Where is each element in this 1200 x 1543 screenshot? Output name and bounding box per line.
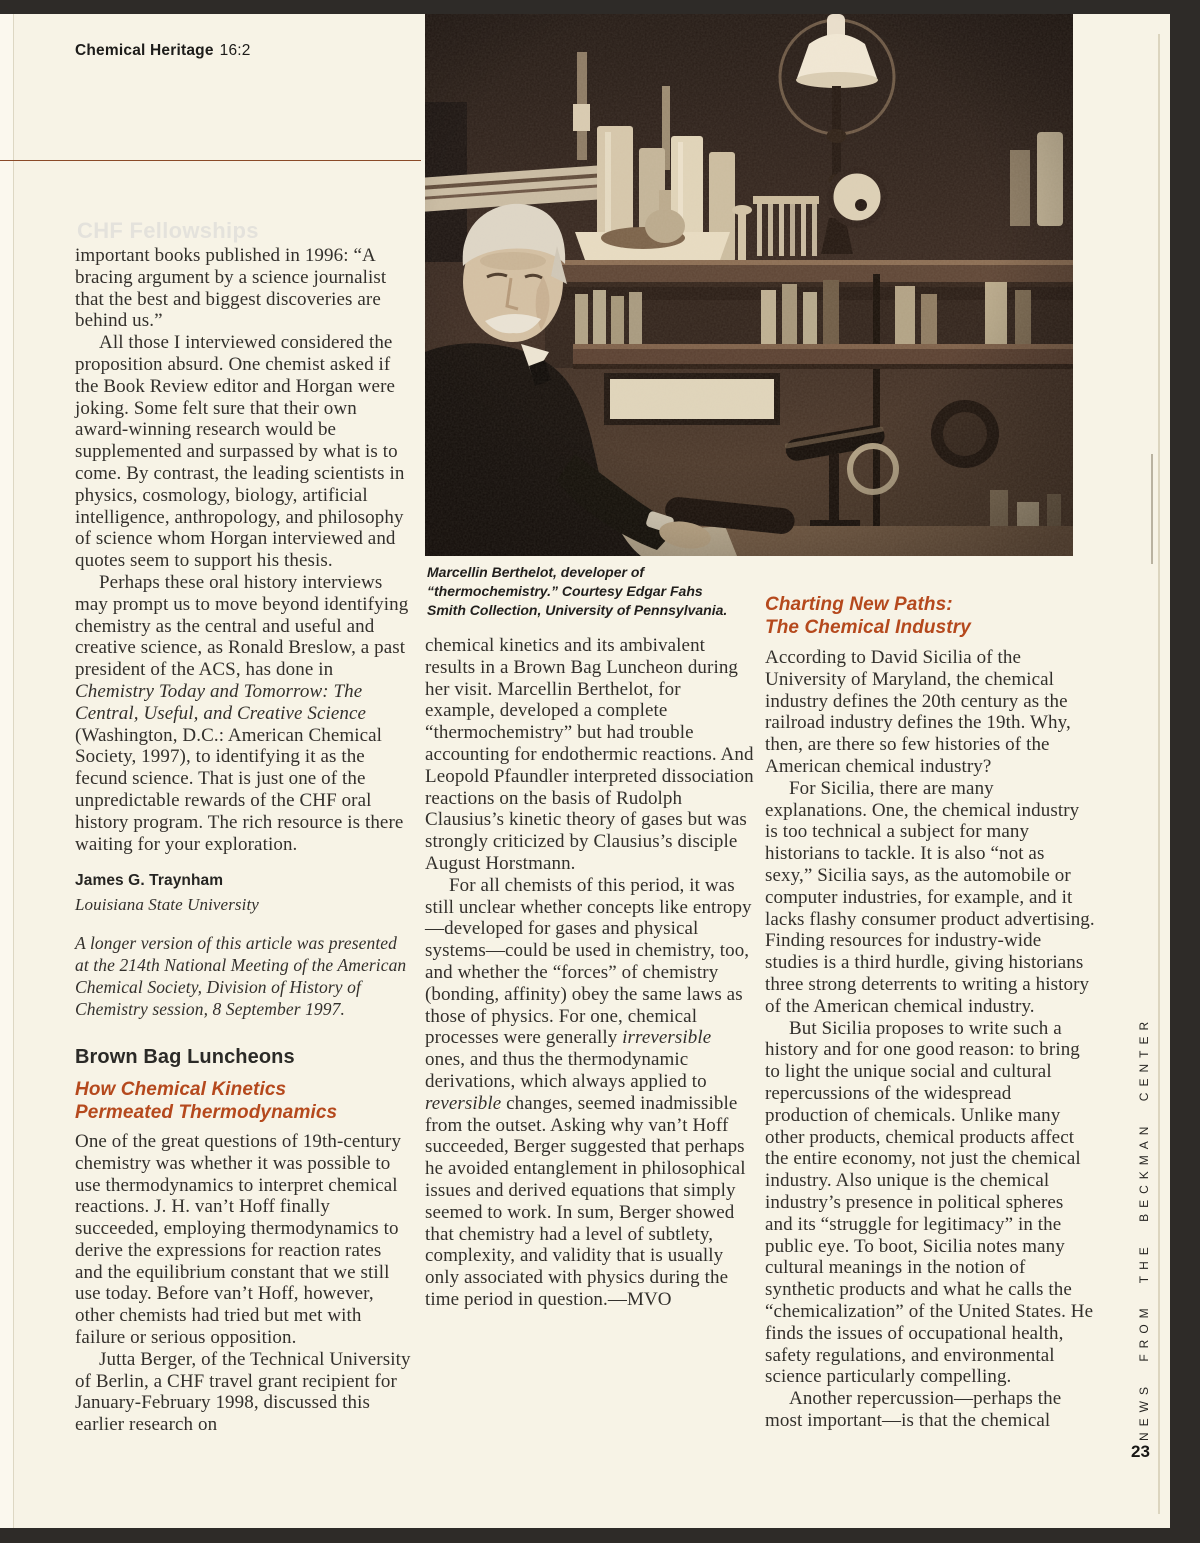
column-2 xyxy=(425,635,755,1311)
body-paragraph: For Sicilia, there are many explanations. One, the chemical industry is too technical a subject for many historians to tackle. It is also “not as sexy,” Sicilia says, as the automobile or computer industries, for example, and it lacks flashy consumer product advertising. Finding resources for industry-wide studies is a third hurdle, giving historians three strong deterrents to writing a history of the American chemical industry. xyxy=(765,777,1095,1017)
body-paragraph: Perhaps these oral history interviews may prompt us to move beyond identifying chemistry as the central and useful and creative science, as Ronald Breslow, a past president of the ACS, has done in Chemistry Today and Tomorrow: The Central, Useful, and Creative Science (Washington, D.C.: American Chemical Society, 1997), to identifying it as the fecund science. That is just one of the unpredictable rewards of the CHF oral history program. The rich resource is there waiting for your exploration. xyxy=(75,571,409,855)
magazine-page xyxy=(0,14,1170,1528)
photo-illustration xyxy=(425,14,1073,556)
body-paragraph: Another repercussion—perhaps the most important—is that the chemical xyxy=(765,1388,1062,1431)
photo-grain xyxy=(425,14,1073,556)
body-paragraph: But Sicilia proposes to write such a history and for one good reason: to bring to light the unique social and cultural repercussions of the widespread production of chemicals. Unlike many other products, chemical products affect the entire economy, not just the chemical industry. Also unique is the chemical industry’s presence in political spheres and its “struggle for legitimacy” in the public eye. To boot, Sicilia notes many cultural meanings in the notion of synthetic products and what he calls the “chemicalization” of the United States. He finds the issues of occupational health, safety regulations, and environmental science particularly compelling. xyxy=(765,1017,1094,1388)
article-heading xyxy=(765,593,1095,639)
page-right-edge xyxy=(1158,34,1160,1514)
article-heading-line: How Chemical Kinetics xyxy=(75,1078,287,1100)
berthelot-laboratory-photo xyxy=(425,14,1073,556)
article-heading-line: The Chemical Industry xyxy=(765,617,971,638)
page-stack-edge xyxy=(1151,454,1153,564)
body-paragraph: chemical kinetics and its ambivalent results in a Brown Bag Luncheon during her visit. Marcellin Berthelot, for example, developed a complete “thermochemistry” but had trouble accounting for endothermic reactions. And Leopold Pfaundler interpreted dissociation reactions on the basis of Rudolph Clausius’s kinetic theory of gases but was strongly criticized by Clausius’s disciple August Horstmann. xyxy=(425,635,754,874)
author-affiliation: Louisiana State University xyxy=(75,895,259,915)
page-left-fold-line xyxy=(13,14,14,1528)
masthead xyxy=(75,42,251,60)
body-paragraph: According to David Sicilia of the University of Maryland, the chemical industry defines the 20th century as the railroad industry defines the 19th. Why, then, are there so few histories of the American chemical industry? xyxy=(765,647,1071,777)
column-1 xyxy=(75,245,413,1436)
section-heading: Brown Bag Luncheons xyxy=(75,1046,295,1069)
header-rule xyxy=(0,160,421,161)
body-paragraph: important books published in 1996: “A bracing argument by a science journalist that the best and biggest discoveries are behind us.” xyxy=(75,245,387,332)
body-paragraph: One of the great questions of 19th-century chemistry was whether it was possible to use thermodynamics to interpret chemical reactions. J. H. van’t Hoff finally succeeded, employing thermodynamics to derive the expressions for reaction rates and the equilibrium constant that we still use today. Before van’t Hoff, however, other chemists had tried but met with failure or serious opposition. xyxy=(75,1130,402,1349)
photo-caption: Marcellin Berthelot, developer of “thermochemistry.” Courtesy Edgar Fahs Smith Collection, University of Pennsylvania. xyxy=(427,564,728,618)
article-heading-line: Charting New Paths: xyxy=(765,594,953,615)
editorial-note: A longer version of this article was presented at the 214th National Meeting of the American Chemical Society, Division of History of Chemistry session, 8 September 1997. xyxy=(75,933,407,1020)
page-number: 23 xyxy=(1131,1442,1150,1461)
column-3 xyxy=(765,593,1095,1432)
bleed-through-heading: CHF Fellowships xyxy=(77,218,259,243)
magazine-title: Chemical Heritage xyxy=(75,42,214,59)
body-paragraph: For all chemists of this period, it was still unclear whether concepts like entropy—developed for gases and physical systems—could be used in chemistry, too, and whether the “forces” of chemistry (bonding, affinity) obey the same laws as those of physics. For one, chemical processes were generally irreversible ones, and thus the thermodynamic derivations, which always applied to reversible changes, seemed inadmissible from the outset. Asking why van’t Hoff succeeded, Berger suggested that perhaps he avoided entanglement in philosophical issues and derived equations that simply seemed to work. In sum, Berger showed that chemistry had a level of subtlety, complexity, and validity that is usually only associated with physics during the time period in question.—MVO xyxy=(425,874,752,1310)
body-paragraph: Jutta Berger, of the Technical University of Berlin, a CHF travel grant recipient for January-February 1998, discussed this earlier research on xyxy=(75,1348,411,1436)
article-heading xyxy=(75,1078,413,1124)
page-left-edge xyxy=(0,14,13,1528)
issue-number: 16:2 xyxy=(219,42,251,59)
article-heading-line: Permeated Thermodynamics xyxy=(75,1101,338,1123)
sidebar-vertical-label: NEWS FROM THE BECKMAN CENTER xyxy=(1137,1015,1151,1441)
body-paragraph: All those I interviewed considered the proposition absurd. One chemist asked if the Book Review editor and Horgan were joking. Some felt sure that their own award-winning research would be supplemented and surpassed by what is to come. By contrast, the leading scientists in physics, cosmology, biology, artificial intelligence, anthropology, and philosophy of science whom Horgan interviewed and quotes seem to support his thesis. xyxy=(75,332,405,572)
author-byline: James G. Traynham xyxy=(75,872,224,890)
